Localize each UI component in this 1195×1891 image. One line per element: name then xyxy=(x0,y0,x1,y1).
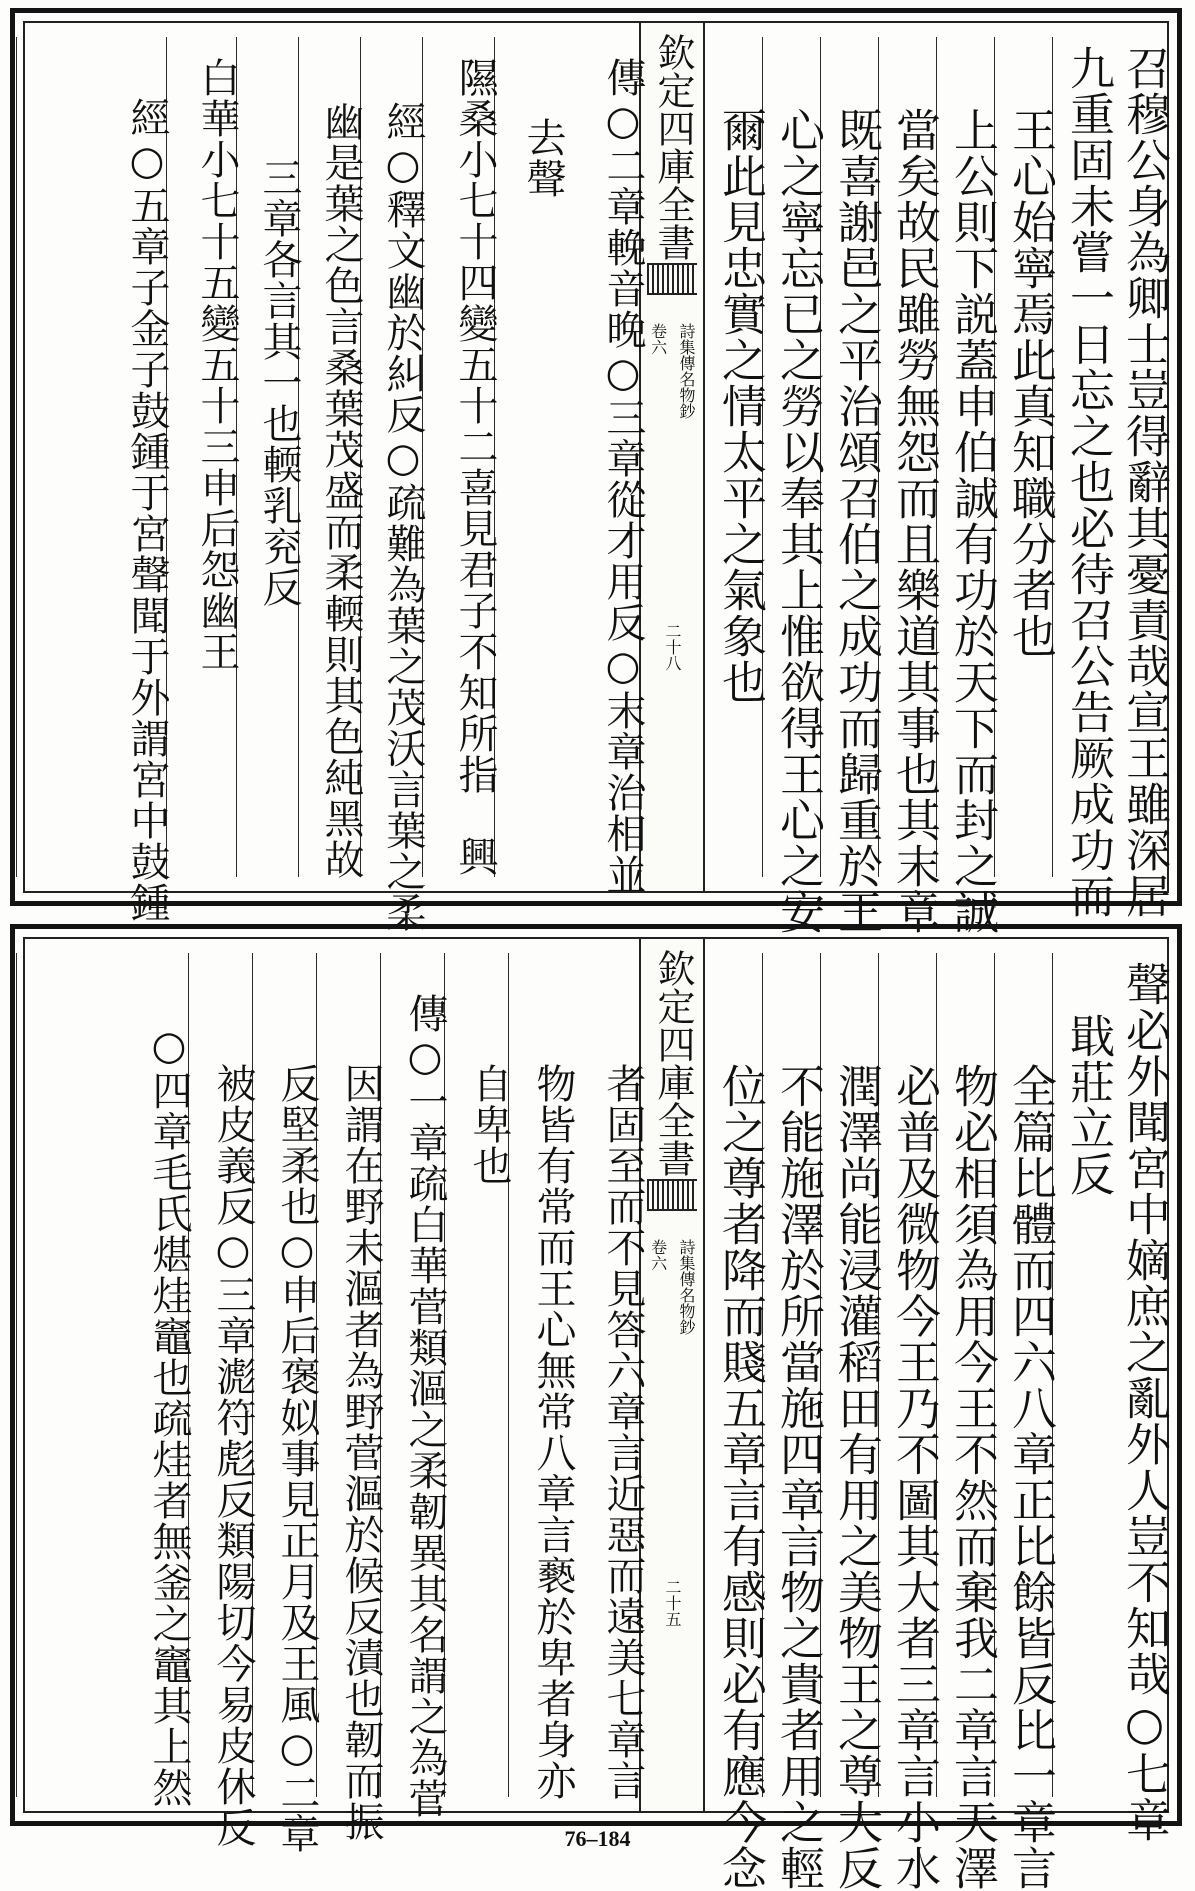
column-text: 被皮義反○三章滮符彪反類陽切今易皮休反 xyxy=(210,1063,256,1848)
text-column xyxy=(878,953,941,1891)
column-text: 物皆有常而王心無常八章言褻於卑者身亦 xyxy=(530,1063,576,1801)
text-column xyxy=(762,953,825,1891)
text-column xyxy=(508,953,576,1801)
column-text: 傳○一章疏白華菅類漚之柔韌異其名謂之為菅 xyxy=(402,993,448,1819)
text-column xyxy=(820,37,883,935)
upper-page xyxy=(10,8,1182,935)
text-column xyxy=(166,37,240,877)
gutter-book-title: 詩集傳名物鈔 xyxy=(677,323,696,419)
gutter-page-number: 二十八 xyxy=(663,623,682,671)
column-text: 聲必外聞宮中嫡庶之亂外人豈不知哉○七章 xyxy=(1118,961,1171,1843)
text-column xyxy=(360,37,426,933)
column-text: 幽是葉之色言桑葉茂盛而柔輭則其色純黑故 xyxy=(318,101,364,880)
text-column xyxy=(1052,953,1115,1797)
text-column xyxy=(1052,37,1115,919)
column-text: 九重固未嘗一日忘之也必待召公告厥成功而 xyxy=(1062,45,1115,919)
text-column xyxy=(936,37,999,935)
column-text: 心之寧忘已之勞以奉其上惟欲得王心之安 xyxy=(772,107,825,935)
gutter-title: 欽定四庫全書 xyxy=(651,33,695,261)
center-gutter xyxy=(639,23,705,891)
text-column xyxy=(994,37,1057,877)
text-column xyxy=(236,37,302,877)
text-column xyxy=(16,37,170,923)
column-text: 潤澤尚能浸灌稻田有用之美物王之尊大反 xyxy=(830,1063,883,1891)
column-text: 既喜謝邑之平治頌召伯之成功而歸重於王 xyxy=(830,107,883,935)
text-column xyxy=(422,37,498,877)
text-column xyxy=(316,953,384,1842)
column-text: 去聲 xyxy=(520,117,566,199)
text-column xyxy=(1111,37,1171,919)
text-column xyxy=(563,37,646,895)
gutter-title: 欽定四庫全書 xyxy=(651,949,695,1177)
text-column xyxy=(994,953,1057,1891)
text-column xyxy=(1111,953,1171,1843)
column-text: 不能施澤於所當施四章言物之貴者用之輕 xyxy=(772,1063,825,1891)
gutter-volume: 卷六 xyxy=(648,323,668,355)
column-text: 召穆公身為卿士豈得辭其憂責哉宣王雖深居 xyxy=(1118,45,1171,919)
column-text: 自卑也 xyxy=(466,1063,512,1186)
column-text: 全篇比體而四六八章正比餘皆反比一章言 xyxy=(1004,1063,1057,1891)
column-text: 傳○二章輓音晚○三章從才用反○末章治相並 xyxy=(600,57,646,895)
column-text: 戢莊立反 xyxy=(1062,1013,1115,1197)
text-column xyxy=(573,953,646,1801)
column-text: 爾此見忠實之情太平之氣象也 xyxy=(714,107,767,705)
text-column xyxy=(444,953,512,1797)
column-text: 白華小七十五變五十三申后怨幽王 xyxy=(194,57,240,672)
text-column xyxy=(936,953,999,1891)
column-text: 物必相須為用今王不然而棄我二章言天澤 xyxy=(946,1063,999,1891)
text-column xyxy=(878,37,941,935)
column-text: 隰桑小七十四變五十二喜見君子不知所指 興 xyxy=(452,57,498,877)
column-text: 上公則下説蓋申伯誠有功於天下而封之誠 xyxy=(946,107,999,935)
column-text: 經○五章子金子鼓鍾于宮聲聞于外謂宮中鼓鍾 xyxy=(124,97,170,923)
text-column xyxy=(16,953,192,1808)
text-column xyxy=(704,37,767,877)
column-text: 經○釋文幽於糾反○疏難為葉之茂沃言葉之柔 xyxy=(380,101,426,933)
column-text: 三章各言其一也輭乳兖反 xyxy=(256,157,302,608)
text-column xyxy=(704,953,767,1891)
column-text: 反堅柔也○申后褒姒事見正月及王風○二章 xyxy=(274,1063,320,1854)
column-text: 者固至而不見答六章言近惡而遠美七章言 xyxy=(600,1063,646,1801)
column-text: 王心始寧焉此真知職分者也 xyxy=(1004,107,1057,659)
center-gutter xyxy=(639,939,705,1811)
upper-page-frame xyxy=(23,21,1171,935)
page-number: 76–184 xyxy=(564,1826,631,1851)
column-text: 當矣故民雖勞無怨而且樂道其事也其末章 xyxy=(888,107,941,935)
text-column xyxy=(188,953,256,1848)
text-column xyxy=(380,953,448,1819)
text-column xyxy=(762,37,825,935)
text-column xyxy=(298,37,364,880)
fish-tail-mark xyxy=(647,263,697,295)
gutter-volume: 卷六 xyxy=(648,1239,668,1271)
column-text: 位之尊者降而賤五章言有感則必有應今念 xyxy=(714,1063,767,1891)
column-text: ○四章毛氏煁烓竈也疏烓者無釜之竈其上然 xyxy=(146,1023,192,1808)
text-column xyxy=(820,953,883,1891)
fish-tail-mark xyxy=(647,1179,697,1211)
text-column xyxy=(494,37,566,877)
gutter-book-title: 詩集傳名物鈔 xyxy=(677,1239,696,1335)
gutter-page-number: 二十五 xyxy=(663,1579,682,1627)
text-column xyxy=(252,953,320,1854)
column-text: 因謂在野未漚者為野菅漚於候反漬也韌而振 xyxy=(338,1063,384,1842)
column-text: 必普及微物今王乃不圖其大者三章言小水 xyxy=(888,1063,941,1891)
